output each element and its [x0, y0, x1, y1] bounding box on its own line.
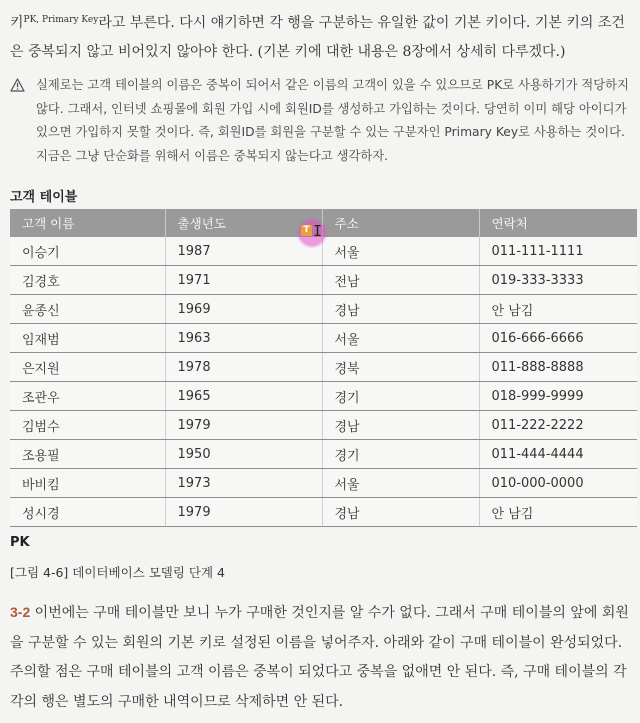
cell-name: 이승기 — [10, 237, 165, 266]
cell-address: 경남 — [322, 498, 479, 527]
cell-contact: 안 남김 — [479, 295, 637, 324]
customer-table — [10, 209, 637, 527]
cell-contact: 016-666-6666 — [479, 324, 637, 353]
table-row — [10, 411, 637, 440]
cell-address: 서울 — [322, 469, 479, 498]
cell-birth-year: 1978 — [165, 353, 322, 382]
table-row — [10, 353, 637, 382]
cell-name: 임재범 — [10, 324, 165, 353]
table-row — [10, 324, 637, 353]
cell-name: 김범수 — [10, 411, 165, 440]
column-header-name: 고객 이름 — [10, 209, 165, 237]
table-row — [10, 266, 637, 295]
cursor-badge-icon: T — [301, 225, 312, 236]
warning-triangle-icon — [10, 74, 36, 168]
table-row — [10, 237, 637, 266]
cell-address: 경기 — [322, 382, 479, 411]
cell-contact: 011-444-4444 — [479, 440, 637, 469]
column-header-address: 주소 — [322, 209, 479, 237]
cell-address: 서울 — [322, 237, 479, 266]
cell-contact: 011-222-2222 — [479, 411, 637, 440]
cell-contact: 010-000-0000 — [479, 469, 637, 498]
cell-address: 경남 — [322, 295, 479, 324]
table-row — [10, 295, 637, 324]
cell-address: 경북 — [322, 353, 479, 382]
cell-name: 바비킴 — [10, 469, 165, 498]
cell-contact: 018-999-9999 — [479, 382, 637, 411]
cell-contact: 011-111-1111 — [479, 237, 637, 266]
table-row — [10, 440, 637, 469]
step-number: 3-2 — [10, 604, 31, 620]
warning-note — [10, 74, 635, 168]
intro-paragraph — [10, 6, 635, 67]
cell-name: 조용필 — [10, 440, 165, 469]
cell-birth-year: 1963 — [165, 324, 322, 353]
cell-address: 경남 — [322, 411, 479, 440]
cell-address: 경기 — [322, 440, 479, 469]
step-text: 이번에는 구매 테이블만 보니 누가 구매한 것인지를 알 수가 없다. 그래서 구매 테이블의 앞에 회원을 구분할 수 있는 회원의 기본 키로 설정된 이름을 넣어주자. 아래와 같이 구매 테이블이 완성되었다. 주의할 점은 구매 테이블의 고객 이름은 중복이 되었다고 중복을 없애면 안 된다. 즉, 구매 테이블의 각각의 행은 별도의 구매한 내역이므로 삭제하면 안 된다. — [10, 605, 629, 710]
cell-birth-year: 1987 — [165, 237, 322, 266]
table-row — [10, 469, 637, 498]
intro-superscript: PK, Primary Key — [23, 15, 99, 25]
cell-birth-year: 1965 — [165, 382, 322, 411]
pk-label: PK — [10, 535, 30, 550]
cell-contact: 019-333-3333 — [479, 266, 637, 295]
cell-birth-year: 1971 — [165, 266, 322, 295]
text-cursor-icon: I — [313, 222, 323, 240]
cell-address: 전남 — [322, 266, 479, 295]
cell-contact: 안 남김 — [479, 498, 637, 527]
column-header-contact: 연락처 — [479, 209, 637, 237]
cell-address: 서울 — [322, 324, 479, 353]
cell-name: 윤종신 — [10, 295, 165, 324]
cell-birth-year: 1950 — [165, 440, 322, 469]
cell-name: 은지원 — [10, 353, 165, 382]
cell-birth-year: 1979 — [165, 498, 322, 527]
cell-name: 성시경 — [10, 498, 165, 527]
intro-rest: 라고 부른다. 다시 얘기하면 각 행을 구분하는 유일한 값이 기본 키이다. 기본 키의 조건은 중복되지 않고 비어있지 않아야 한다. (기본 키에 대한 내용은 8장에서 상세히 다루겠다.) — [10, 15, 625, 60]
step-paragraph — [10, 598, 637, 717]
cell-name: 김경호 — [10, 266, 165, 295]
cell-contact: 011-888-8888 — [479, 353, 637, 382]
cell-birth-year: 1979 — [165, 411, 322, 440]
intro-lead: 키 — [10, 15, 24, 31]
cell-birth-year: 1969 — [165, 295, 322, 324]
figure-caption: [그림 4-6] 데이터베이스 모델링 단계 4 — [10, 565, 225, 580]
table-row — [10, 382, 637, 411]
cell-birth-year: 1973 — [165, 469, 322, 498]
table-caption: 고객 테이블 — [10, 190, 78, 205]
warning-note-text: 실제로는 고객 테이블의 이름은 중복이 되어서 같은 이름의 고객이 있을 수 있으므로 PK로 사용하기가 적당하지 않다. 그래서, 인터넷 쇼핑몰에 회원 가입 시에 회원ID를 생성하고 가입하는 것이다. 당연히 이미 해당 아이디가 있으면 가입하지 못할 것이다. 즉, 회원ID를 회원을 구분할 수 있는 구분자인 Primary Key로 사용하는 것이다. 지금은 그냥 단순화를 위해서 이름은 중복되지 않는다고 생각하자. — [36, 78, 629, 163]
column-header-birth-year: 출생년도 — [165, 209, 322, 237]
cell-name: 조관우 — [10, 382, 165, 411]
table-row — [10, 498, 637, 527]
